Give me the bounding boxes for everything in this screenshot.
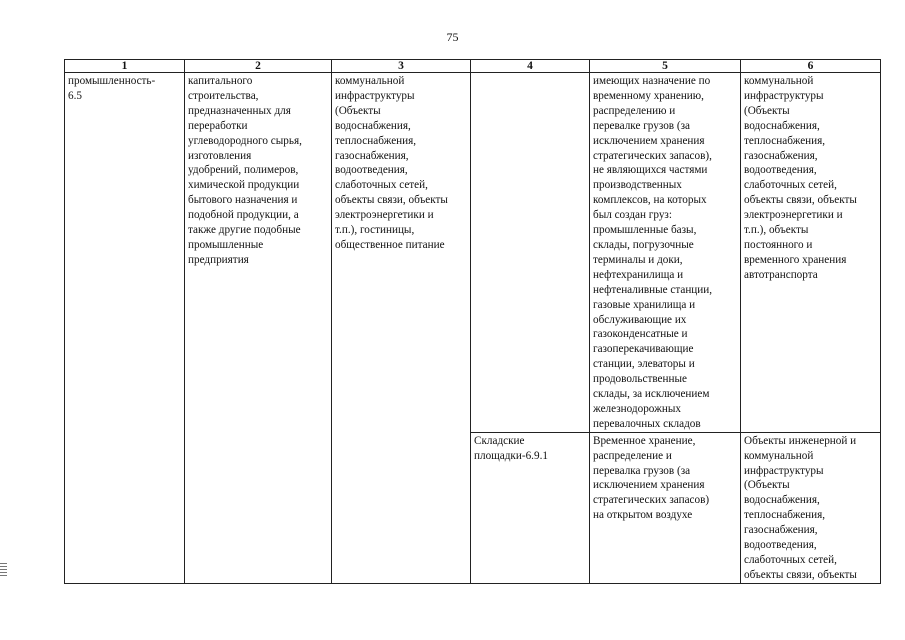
conditional-use-description-cell: Временное хранение, распределение и перевалка грузов (за исключением хранения стратегических запасов) на открытом воздухе bbox=[590, 432, 741, 583]
column-header: 2 bbox=[185, 60, 332, 73]
page-number: 75 bbox=[446, 30, 459, 44]
conditional-auxiliary-cell: Объекты инженерной и коммунальной инфраструктуры (Объекты водоснабжения, теплоснабжения, газоснабжения, водоотведения, слаботочных сетей, объекты связи, объекты bbox=[741, 432, 881, 583]
conditional-use-description-cell: имеющих назначение по временному хранению, распределению и перевалке грузов (за исключением хранения стратегических запасов), не являющихся частями производственных комплексов, на которых был создан груз: промышленные базы, склады, погрузочные терминалы и доки, нефтехранилища и нефтеналивные станции, газовые хранилища и обслуживающие их газоконденсатные и газоперекачивающие станции, элеваторы и продовольственные склады, за исключением железнодорожных перевалочных складов bbox=[590, 73, 741, 433]
column-header: 4 bbox=[471, 60, 590, 73]
column-header: 3 bbox=[332, 60, 471, 73]
main-use-description-cell: капитального строительства, предназначенных для переработки углеводородного сырья, изготовления удобрений, полимеров, химической продукции бытового назначения и подобной продукции, а также другие подобные промышленные предприятия bbox=[185, 73, 332, 584]
binding-margin-mark bbox=[0, 563, 7, 578]
auxiliary-use-cell: коммунальной инфраструктуры (Объекты водоснабжения, теплоснабжения, газоснабжения, водоотведения, слаботочных сетей, объекты связи, объекты электроэнергетики и т.п.), гостиницы, общественное питание bbox=[332, 73, 471, 584]
zone-category-cell: промышленность- 6.5 bbox=[65, 73, 185, 584]
conditional-use-name-cell: Складские площадки-6.9.1 bbox=[471, 432, 590, 583]
conditional-use-name-cell bbox=[471, 73, 590, 433]
land-use-table bbox=[64, 59, 881, 584]
table-header-row bbox=[65, 60, 881, 73]
column-header: 6 bbox=[741, 60, 881, 73]
table-row bbox=[65, 73, 881, 433]
conditional-auxiliary-cell: коммунальной инфраструктуры (Объекты водоснабжения, теплоснабжения, газоснабжения, водоотведения, слаботочных сетей, объекты связи, объекты электроэнергетики и т.п.), объекты постоянного и временного хранения автотранспорта bbox=[741, 73, 881, 433]
column-header: 1 bbox=[65, 60, 185, 73]
column-header: 5 bbox=[590, 60, 741, 73]
